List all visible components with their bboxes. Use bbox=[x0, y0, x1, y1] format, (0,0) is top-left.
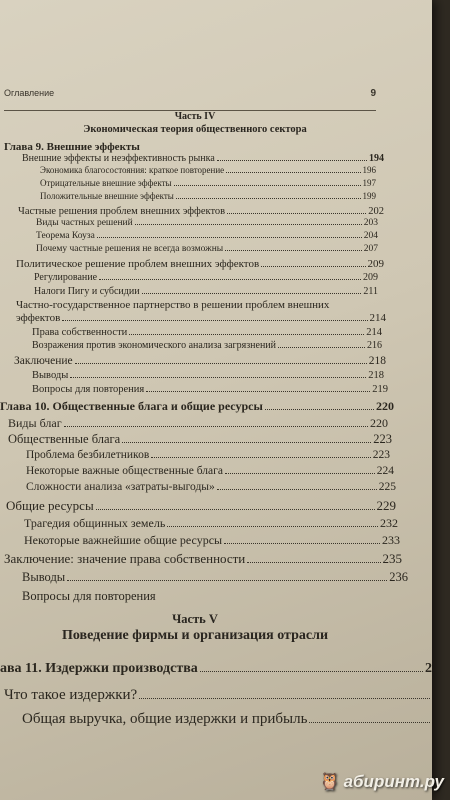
toc-entry[interactable]: Положительные внешние эффекты 199 bbox=[40, 191, 376, 201]
toc-entry[interactable]: Заключение: значение права собственности 235 bbox=[4, 551, 402, 566]
part-5-title: Поведение фирмы и организация отрасли bbox=[61, 628, 329, 643]
part-5-label: Часть V bbox=[172, 612, 218, 626]
page-number: 9 bbox=[370, 88, 376, 99]
toc-entry[interactable]: Теорема Коуза 204 bbox=[36, 231, 378, 241]
toc-entry[interactable]: Почему частные решения не всегда возможны 207 bbox=[36, 244, 378, 254]
toc-entry[interactable]: Общественные блага 223 bbox=[8, 432, 392, 446]
toc-entry[interactable]: Вопросы для повторения bbox=[22, 589, 156, 603]
toc-entry[interactable]: Что такое издержки? bbox=[4, 687, 432, 704]
toc-entry[interactable]: Проблема безбилетников 223 bbox=[26, 449, 390, 461]
part-4-label: Часть IV bbox=[174, 111, 216, 122]
toc-entry[interactable]: Виды частных решений 203 bbox=[36, 218, 378, 228]
section-title: Оглавление bbox=[4, 88, 55, 98]
toc-entry[interactable]: Вопросы для повторения 219 bbox=[32, 384, 388, 395]
watermark-logo: 🦉 абиринт.ру bbox=[319, 772, 444, 791]
toc-entry[interactable]: Налоги Пигу и субсидии 211 bbox=[34, 286, 378, 297]
toc-entry[interactable]: Отрицательные внешние эффекты 197 bbox=[40, 178, 376, 188]
toc-entry[interactable]: Трагедия общинных земель 232 bbox=[24, 516, 398, 530]
toc-entry[interactable]: Некоторые важнейшие общие ресурсы 233 bbox=[24, 533, 400, 547]
toc-entry[interactable]: Заключение 218 bbox=[14, 355, 386, 367]
toc-entry[interactable]: Частные решения проблем внешних эффектов 202 bbox=[18, 206, 384, 217]
toc-entry[interactable]: Возражения против экономического анализа загрязнений 216 bbox=[32, 340, 382, 351]
toc-entry[interactable]: Экономика благосостояния: краткое повторение 196 bbox=[40, 165, 376, 175]
toc-entry[interactable]: Сложности анализа «затраты-выгоды» 225 bbox=[26, 481, 396, 493]
toc-entry[interactable]: Выводы 218 bbox=[32, 370, 384, 381]
owl-icon: 🦉 bbox=[319, 772, 341, 791]
toc-entry[interactable]: Внешние эффекты и неэффективность рынка 194 bbox=[22, 153, 384, 164]
toc-entry[interactable]: Виды благ 220 bbox=[8, 416, 388, 430]
toc-entry[interactable]: Выводы 236 bbox=[22, 570, 408, 584]
chapter-10-heading[interactable]: Глава 10. Общественные блага и общие ресурсы 220 bbox=[0, 399, 394, 413]
toc-entry[interactable]: Общая выручка, общие издержки и прибыль bbox=[22, 711, 432, 728]
toc-entry[interactable]: Права собственности 214 bbox=[32, 327, 382, 338]
toc-entry[interactable]: Частно-государственное партнерство в решении проблем внешних bbox=[16, 299, 330, 311]
toc-entry[interactable]: Некоторые важные общественные блага 224 bbox=[26, 465, 394, 477]
toc-entry[interactable]: эффектов 214 bbox=[16, 312, 386, 324]
toc-entry[interactable]: Регулирование 209 bbox=[34, 272, 378, 283]
toc-entry[interactable]: Общие ресурсы 229 bbox=[6, 498, 396, 513]
toc-entry[interactable]: Политическое решение проблем внешних эффектов 209 bbox=[16, 258, 384, 270]
chapter-9-heading[interactable]: Глава 9. Внешние эффекты bbox=[4, 141, 140, 153]
running-head bbox=[4, 88, 376, 98]
chapter-11-heading[interactable]: ава 11. Издержки производства 2 bbox=[0, 661, 432, 676]
part-4-title: Экономическая теория общественного сектора bbox=[83, 124, 307, 135]
